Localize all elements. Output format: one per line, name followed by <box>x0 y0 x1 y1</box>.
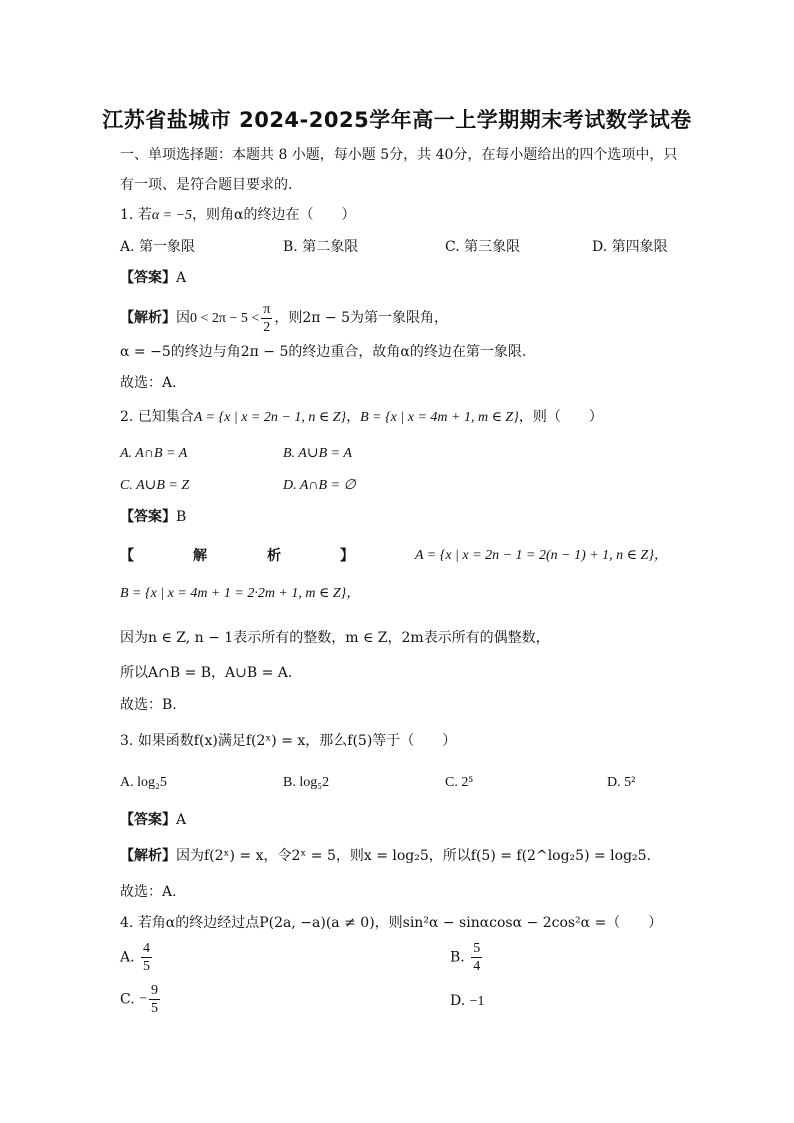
question-2-choose: 故选：B. <box>120 697 177 713</box>
question-2-option-a: A. A∩B = A <box>120 446 188 461</box>
question-3-option-a: A. log₂5 <box>120 775 167 790</box>
question-4-option-d: D. −1 <box>450 993 485 1009</box>
analysis-bracket-left: 【 <box>120 548 134 564</box>
fraction: $\frac{\pi}{2}$ <box>263 301 271 335</box>
question-1-answer: 【答案】A <box>120 270 187 286</box>
answer-label: 【答案】 <box>120 812 176 828</box>
question-1-stem: 1. 若α = −5，则角α的终边在（ ） <box>120 207 356 223</box>
answer-label: 【答案】 <box>120 509 176 525</box>
question-number: 2. <box>120 409 134 425</box>
question-3-option-d: D. 5² <box>607 775 636 790</box>
math-expression: α = −5 <box>151 208 193 223</box>
analysis-label: 【解析】 <box>120 848 176 864</box>
question-number: 3. <box>120 733 134 749</box>
fraction: $\frac{9}{5}$ <box>151 983 159 1016</box>
fraction: $\frac{5}{4}$ <box>473 941 481 974</box>
question-1-option-a: A. 第一象限 <box>120 239 196 255</box>
question-3-option-b: B. log₅2 <box>283 775 330 790</box>
question-2-answer: 【答案】B <box>120 509 187 525</box>
analysis-char-xi: 析 <box>267 548 281 564</box>
question-4-option-b: B. $\frac{5}{4}$ <box>450 941 481 974</box>
question-number: 1. <box>120 207 134 223</box>
question-2-stem: 2. 已知集合A = {x | x = 2n − 1, n ∈ Z}，B = {x | x = 4m + 1, m ∈ Z}，则（ ） <box>120 409 603 425</box>
question-3-stem: 3. 如果函数f(x)满足f(2ˣ) = x，那么f(5)等于（ ） <box>120 733 457 749</box>
analysis-bracket-right: 】 <box>340 548 354 564</box>
question-1-option-d: D. 第四象限 <box>592 239 668 255</box>
question-1-choose: 故选：A. <box>120 375 177 391</box>
question-1-option-c: C. 第三象限 <box>445 239 521 255</box>
question-2-option-b: B. A∪B = A <box>283 446 352 461</box>
question-1-analysis-line1: 【解析】因0 < 2π − 5 < $\frac{\pi}{2}$ ，则2π − 5为第一象限角， <box>120 301 448 335</box>
section-instructions-line1: 一、单项选择题：本题共 8 小题，每小题 5分，共 40分，在每小题给出的四个选项中，只 <box>120 147 678 163</box>
analysis-label: 【解析】 <box>120 310 176 326</box>
section-instructions-line2: 有一项、是符合题目要求的. <box>120 177 293 193</box>
question-4-option-a: A. $\frac{4}{5}$ <box>120 941 151 974</box>
question-3-option-c: C. 2⁵ <box>445 775 474 790</box>
question-2-analysis-set-a: A = {x | x = 2n − 1 = 2(n − 1) + 1, n ∈ Z}， <box>415 548 668 563</box>
set-b-definition: B = {x | x = 4m + 1, m ∈ Z} <box>360 410 519 425</box>
question-4-stem: 4. 若角α的终边经过点P(2a, −a)(a ≠ 0)，则sin²α − sinαcosα − 2cos²α =（ ） <box>120 915 663 931</box>
fraction: $\frac{4}{5}$ <box>143 941 151 974</box>
answer-label: 【答案】 <box>120 270 176 286</box>
set-a-definition: A = {x | x = 2n − 1, n ∈ Z} <box>193 410 347 425</box>
question-number: 4. <box>120 915 134 931</box>
exam-title: 江苏省盐城市 2024-2025学年高一上学期期末考试数学试卷 <box>102 108 692 132</box>
question-1-analysis-line2: α = −5的终边与角2π − 5的终边重合，故角α的终边在第一象限. <box>120 344 527 360</box>
question-1-option-b: B. 第二象限 <box>283 239 359 255</box>
question-4-option-c: C. − $\frac{9}{5}$ <box>120 983 159 1016</box>
question-3-answer: 【答案】A <box>120 812 187 828</box>
question-2-option-d: D. A∩B = ∅ <box>283 478 356 493</box>
analysis-char-jie: 解 <box>193 548 207 564</box>
math-expression: 0 < 2π − 5 < <box>190 311 260 326</box>
question-2-analysis-line3: 因为n ∈ Z, n − 1表示所有的整数，m ∈ Z，2m表示所有的偶整数， <box>120 630 550 646</box>
question-2-analysis-line4: 所以A∩B = B，A∪B = A. <box>120 665 293 681</box>
question-3-analysis: 【解析】因为f(2ˣ) = x，令2ˣ = 5，则x = log₂5，所以f(5) = f(2^log₂5) = log₂5. <box>120 848 652 864</box>
question-2-option-c: C. A∪B = Z <box>120 478 190 493</box>
question-2-analysis-set-b: B = {x | x = 4m + 1 = 2·2m + 1, m ∈ Z}， <box>120 586 361 601</box>
question-3-choose: 故选：A. <box>120 884 177 900</box>
